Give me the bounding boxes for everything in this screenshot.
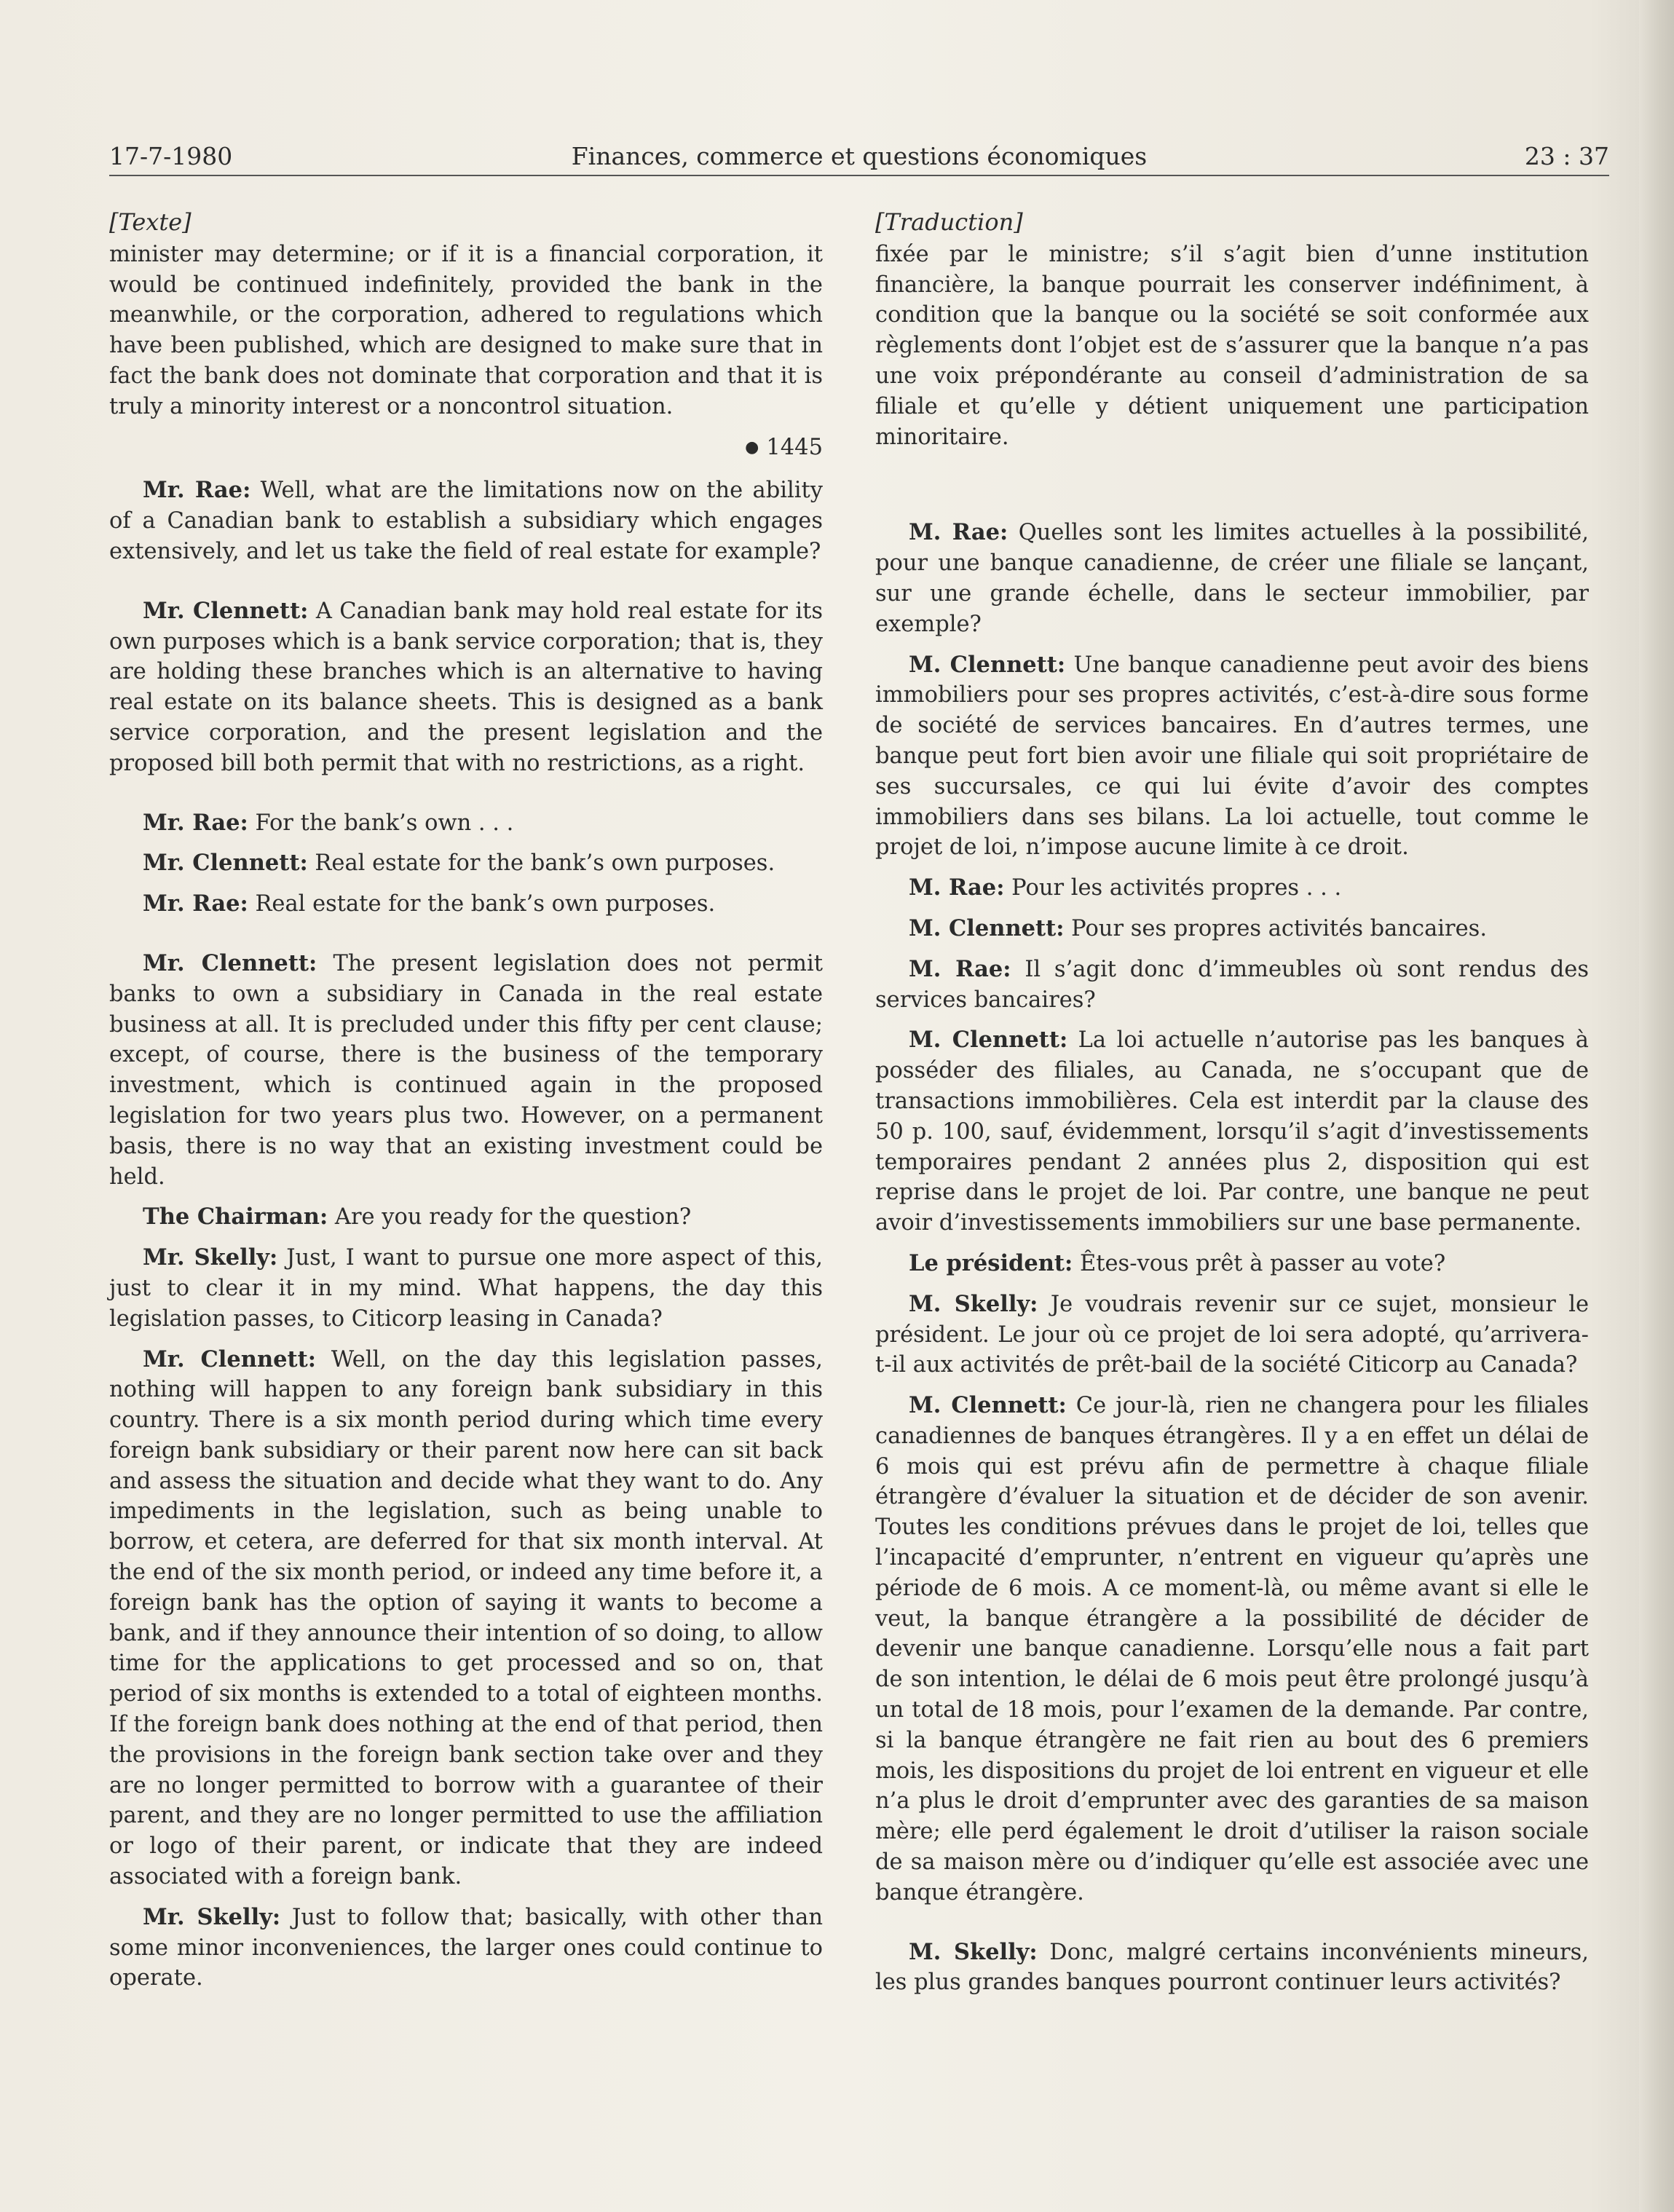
texte-label: [Texte] — [109, 208, 192, 236]
speaker-name: Mr. Skelly: — [143, 1244, 278, 1271]
speech-text: Je voudrais revenir sur ce sujet, monsieur le président. Le jour où ce projet de loi sera adopté, qu’arrivera-t-il aux activités de prêt-bail de la société Citicorp au Canada? — [875, 1291, 1590, 1378]
speaker-name: M. Clennett: — [909, 915, 1065, 941]
speech-text: Pour ses propres activités bancaires. — [1064, 915, 1488, 941]
speaker-name: M. Rae: — [909, 955, 1011, 982]
speech — [109, 596, 823, 779]
speech-text: For the bank’s own . . . — [248, 810, 514, 836]
speech — [875, 873, 1589, 904]
speech-text: Une banque canadienne peut avoir des biens immobiliers pour ses propres activités, c’est-à-dire sous forme de société de services bancaires. En d’autres termes, une banque peut fort bien avoir une filiale qui soit propriétaire de ses succursales, ce qui lui évite d’avoir des comptes immobiliers dans ses bilans. La loi actuelle, tout comme le projet de loi, n’impose aucune limite à ce droit. — [875, 652, 1589, 861]
speech-text: Well, what are the limitations now on the ability of a Canadian bank to establish a subsidiary which engages extensively, and let us take the field of real estate for example? — [109, 478, 823, 564]
speaker-name: Mr. Skelly: — [143, 1903, 281, 1930]
speaker-name: Mr. Clennett: — [143, 850, 308, 877]
speech — [109, 949, 823, 1192]
time-value: 1445 — [766, 434, 823, 460]
french-column — [875, 208, 1589, 2008]
speech — [109, 1243, 823, 1334]
speech — [875, 1025, 1589, 1239]
speech — [875, 1289, 1589, 1380]
speech — [875, 955, 1589, 1016]
speech-text: Just, I want to pursue one more aspect of this, just to clear it in my mind. What happens, the day this legislation passes, to Citicorp leasing in Canada? — [109, 1245, 823, 1332]
speech-text: Êtes-vous prêt à passer au vote? — [1073, 1250, 1446, 1276]
speech-text: Real estate for the bank’s own purposes. — [248, 891, 716, 917]
speaker-name: Mr. Rae: — [143, 477, 251, 504]
speech-text: Il s’agit donc d’immeubles où sont rendus des services bancaires? — [875, 956, 1589, 1013]
time-marker — [109, 432, 823, 463]
speech-text: Well, on the day this legislation passes, nothing will happen to any foreign bank subsidiary in this country. There is a six month period during which time every foreign bank subsidiary or their parent now here can sit back and assess the situation and decide what they want to do. Any impediments in the legislation, such as being unable to borrow, et cetera, are deferred for that six month interval. At the end of the six month period, or indeed any time before it, a foreign bank has the option of saying it wants to become a bank, and if they announce their intention of so doing, to allow time for the applications to get processed and so on, that period of six months is extended to a total of eighteen months. If the foreign bank does nothing at the end of that period, then the provisions in the foreign bank section take over and they are no longer permitted to borrow with a guarantee of their parent, and they are no longer permitted to use the affiliation or logo of their parent, or indicate that they are indeed associated with a foreign bank. — [109, 1346, 823, 1890]
speaker-name: The Chairman: — [143, 1204, 328, 1231]
speech — [875, 518, 1589, 639]
speaker-name: M. Clennett: — [909, 1027, 1068, 1054]
opening-paragraph: fixée par le ministre; s’il s’agit bien d’unne institution financière, la banque pourrait les conserver indéfiniment, à condition que la banque ou la société se soit conformée aux règlements dont l’objet est de s’assurer que la banque n’a pas une voix prépondérante au conseil d’administration de sa filiale et qu’elle y détient uniquement une participation minoritaire. — [875, 241, 1589, 450]
speech — [875, 1391, 1589, 1908]
speaker-name: M. Rae: — [909, 519, 1008, 546]
speech-text: Donc, malgré certains inconvénients mineurs, les plus grandes banques pourront continuer leurs activités? — [875, 1939, 1589, 1996]
speech-text: La loi actuelle n’autorise pas les banques à posséder des filiales, au Canada, ne s’occupant que de transactions immobilières. Cela est interdit par la clause des 50 p. 100, sauf, évidemment, lorsqu’il s’agit d’investissements temporaires pendant 2 années plus 2, disposition qui est reprise dans le projet de loi. Par contre, une banque ne peut avoir d’investissements immobiliers sur une base permanente. — [875, 1027, 1589, 1236]
header-date: 17-7-1980 — [109, 142, 233, 170]
running-header — [109, 130, 1609, 176]
speech — [109, 848, 823, 879]
speaker-name: M. Skelly: — [909, 1938, 1038, 1965]
speaker-name: M. Skelly: — [909, 1290, 1038, 1317]
speech — [875, 650, 1589, 864]
speech-text: Ce jour-là, rien ne changera pour les filiales canadiennes de banques étrangères. Il y a en effet un délai de 6 mois qui est prévu afin de permettre à chaque filiale étrangère d’évaluer la situation et de décider de son avenir. Toutes les conditions prévues dans le projet de loi, telles que l’incapacité d’emprunter, n’entrent en vigueur qu’après une période de 6 mois. A ce moment-là, ou même avant si elle le veut, la banque étrangère a la possibilité de décider de devenir une banque canadienne. Lorsqu’elle nous a fait part de son intention, le délai de 6 mois peut être prolongé jusqu’à un total de 18 mois, pour l’examen de la demande. Par contre, si la banque étrangère ne fait rien au bout des 6 premiers mois, les dispositions du projet de loi entrent en vigueur et elle n’a plus le droit d’emprunter avec des garanties de sa maison mère; elle perd également le droit d’utiliser la raison sociale de sa maison mère ou d’indiquer qu’elle est associée avec une banque étrangère. — [875, 1393, 1589, 1905]
english-column — [109, 208, 823, 2004]
speech-text: A Canadian bank may hold real estate for its own purposes which is a bank service corporation; that is, they are holding these branches which is an alternative to having real estate on its balance sheets. This is designed as a bank service corporation, and the present legislation and the proposed bill both permit that with no restrictions, as a right. — [109, 598, 823, 776]
speech-text: The present legislation does not permit banks to own a subsidiary in Canada in the real estate business at all. It is precluded under this fifty per cent clause; except, of course, there is the business of the temporary investment, which is continued again in the proposed legislation for two years plus two. However, on a permanent basis, there is no way that an existing investment could be held. — [109, 950, 823, 1190]
speech-text: Are you ready for the question? — [328, 1204, 692, 1231]
speech — [109, 808, 823, 839]
speaker-name: Le président: — [909, 1249, 1073, 1276]
bullet-icon: ● — [745, 438, 759, 457]
speech-text: Real estate for the bank’s own purposes. — [307, 850, 775, 877]
speech-text: Just to follow that; basically, with other than some minor inconveniences, the larger ones could continue to operate. — [109, 1904, 823, 1991]
speech — [875, 1938, 1589, 1999]
speaker-name: Mr. Clennett: — [143, 949, 317, 976]
traduction-label: [Traduction] — [875, 208, 1023, 236]
header-title: Finances, commerce et questions économiques — [571, 142, 1148, 170]
speaker-name: Mr. Rae: — [143, 809, 248, 836]
speaker-name: Mr. Clennett: — [143, 597, 309, 624]
speech — [875, 1249, 1589, 1279]
speech — [109, 1202, 823, 1233]
speaker-name: M. Rae: — [909, 874, 1005, 901]
speaker-name: M. Clennett: — [909, 1392, 1067, 1419]
speech-text: Quelles sont les limites actuelles à la possibilité, pour une banque canadienne, de créer une filiale se lançant, sur une grande échelle, dans le secteur immobilier, par exemple? — [875, 520, 1589, 637]
speech — [109, 1903, 823, 1994]
speech — [109, 475, 823, 566]
speech — [109, 1345, 823, 1892]
speaker-name: Mr. Rae: — [143, 890, 248, 917]
header-page-number: 23 : 37 — [1524, 142, 1609, 170]
book-spine-shadow — [1639, 0, 1674, 2212]
speech — [875, 914, 1589, 944]
speaker-name: M. Clennett: — [909, 651, 1066, 678]
speaker-name: Mr. Clennett: — [143, 1346, 316, 1372]
opening-paragraph: minister may determine; or if it is a financial corporation, it would be continued indefinitely, provided the bank in the meanwhile, or the corporation, adhered to regulations which have been published, which are designed to make sure that in fact the bank does not dominate that corporation and that it is truly a minority interest or a noncontrol situation. — [109, 241, 823, 419]
speech — [109, 889, 823, 920]
speech-text: Pour les activités propres . . . — [1004, 875, 1342, 901]
